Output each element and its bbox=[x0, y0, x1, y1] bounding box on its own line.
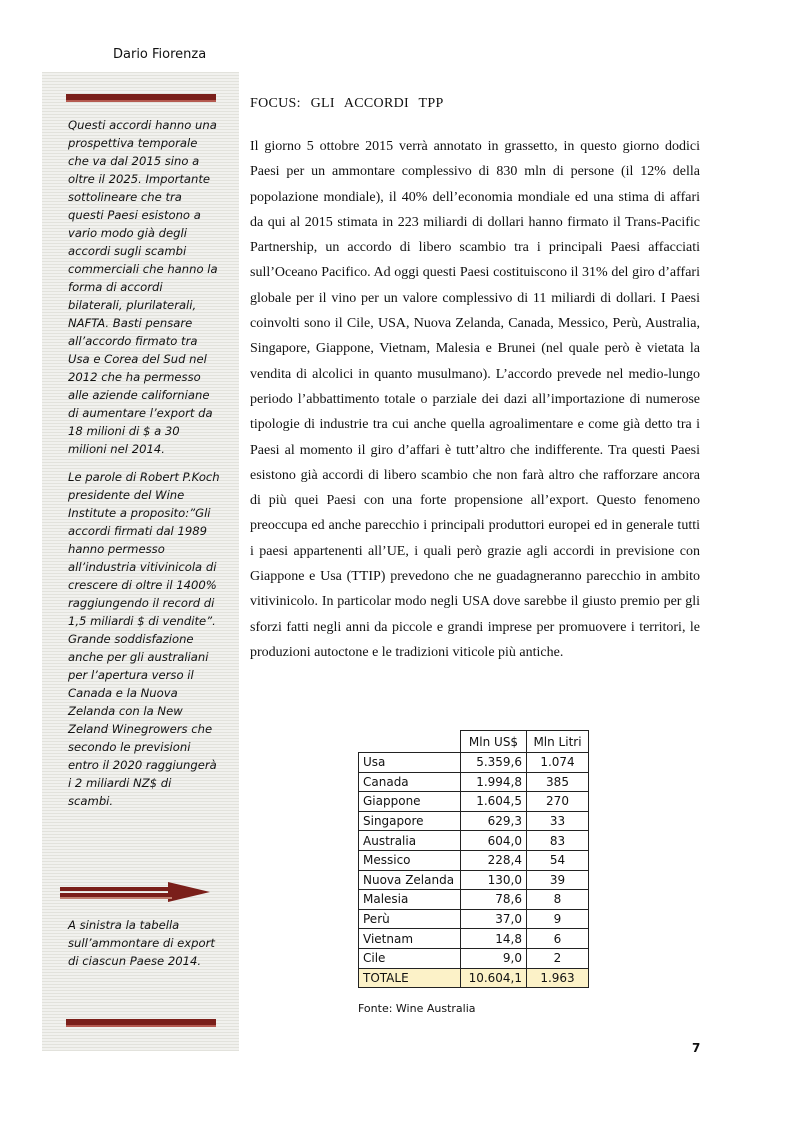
table-header-usd: Mln US$ bbox=[461, 731, 527, 753]
table-row bbox=[359, 890, 589, 910]
cell-usd: 1.604,5 bbox=[461, 792, 527, 812]
cell-litri: 2 bbox=[527, 948, 589, 968]
cell-country: Singapore bbox=[359, 811, 461, 831]
cell-litri: 270 bbox=[527, 792, 589, 812]
table-row bbox=[359, 850, 589, 870]
page-number: 7 bbox=[692, 1041, 701, 1055]
table-row bbox=[359, 948, 589, 968]
article-paragraph: Il giorno 5 ottobre 2015 verrà annotato in grassetto, in questo giorno dodici Paesi per un ammontare complessivo di 830 mln di persone (il 12% della popolazione mondiale), il 40% dell’economia mondiale ed una stima di affari da qui al 2015 stimata in 223 miliardi di dollari hanno firmato il Trans-Pacific Partnership, un accordo di libero scambio tra i principali Paesi affacciati sull’Oceano Pacifico. Ad oggi questi Paesi costituiscono il 31% del giro d’affari globale per il vino per un valore complessivo di 11 miliardi di dollari. I Paesi coinvolti sono il Cile, USA, Nuova Zelanda, Canada, Messico, Perù, Australia, Singapore, Giappone, Vietnam, Malesia e Brunei (nel quale però è vietata la vendita di alcolici in quanto musulmano). L’accordo prevede nel medio-lungo periodo l’abbattimento totale o parziale dei dazi all’importazione di numerose tipologie di industrie tra cui anche quella agroalimentare e come già detto tra i Paesi al momento il giro d’affari è tutt’altro che indifferente. Tra questi Paesi esistono già accordi di libero scambio che non farà altro che rafforzare ancora di più quei Paesi con una forte propensione all’export. Questo fenomeno preoccupa ed anche parecchio i principali produttori europei ed in generale tutti i paesi appartenenti all’UE, i quali però grazie agli accordi in previsione con Giappone e Usa (TTIP) prevedono che ne guadagneranno parecchio in ambito vitivinicolo. In particolar modo negli USA dove sarebbe il giusto premio per gli sforzi fatti negli anni da piccole e grandi imprese per promuovere i territori, le produzioni autoctone e le tradizioni viticole più antiche. bbox=[250, 139, 700, 660]
cell-country: Perù bbox=[359, 909, 461, 929]
cell-country: Cile bbox=[359, 948, 461, 968]
table-row bbox=[359, 870, 589, 890]
cell-usd: 1.994,8 bbox=[461, 772, 527, 792]
cell-total-label: TOTALE bbox=[359, 968, 461, 988]
cell-country: Malesia bbox=[359, 890, 461, 910]
table-row bbox=[359, 831, 589, 851]
table-row bbox=[359, 929, 589, 949]
table-header-row bbox=[359, 731, 589, 753]
table-row bbox=[359, 753, 589, 773]
cell-country: Messico bbox=[359, 850, 461, 870]
cell-country: Vietnam bbox=[359, 929, 461, 949]
cell-country: Canada bbox=[359, 772, 461, 792]
table-header-litri: Mln Litri bbox=[527, 731, 589, 753]
cell-litri: 83 bbox=[527, 831, 589, 851]
export-table bbox=[358, 730, 589, 988]
cell-usd: 5.359,6 bbox=[461, 753, 527, 773]
cell-litri: 385 bbox=[527, 772, 589, 792]
table-row bbox=[359, 811, 589, 831]
cell-usd: 130,0 bbox=[461, 870, 527, 890]
cell-litri: 1.074 bbox=[527, 753, 589, 773]
cell-litri: 8 bbox=[527, 890, 589, 910]
cell-country: Usa bbox=[359, 753, 461, 773]
table-header-country bbox=[359, 731, 461, 753]
sidebar-paragraph-1: Questi accordi hanno una prospettiva temporale che va dal 2015 sino a oltre il 2025. Importante sottolineare che tra questi Paesi esistono a vario modo già degli accordi sugli scambi commerciali che hanno la forma di accordi bilaterali, plurilaterali, NAFTA. Basti pensare all’accordo firmato tra Usa e Corea del Sud nel 2012 che ha permesso alle aziende californiane di aumentare l’export da 18 milioni di $ a 30 milioni nel 2014. bbox=[68, 118, 218, 456]
article-body bbox=[250, 134, 700, 665]
cell-total-litri: 1.963 bbox=[527, 968, 589, 988]
cell-litri: 33 bbox=[527, 811, 589, 831]
cell-country: Nuova Zelanda bbox=[359, 870, 461, 890]
table-source: Fonte: Wine Australia bbox=[358, 1002, 476, 1015]
cell-usd: 37,0 bbox=[461, 909, 527, 929]
cell-usd: 629,3 bbox=[461, 811, 527, 831]
author-name: Dario Fiorenza bbox=[113, 47, 207, 62]
sidebar-bottom-bar bbox=[66, 1019, 216, 1027]
cell-usd: 14,8 bbox=[461, 929, 527, 949]
cell-country: Giappone bbox=[359, 792, 461, 812]
cell-usd: 9,0 bbox=[461, 948, 527, 968]
cell-litri: 54 bbox=[527, 850, 589, 870]
cell-usd: 78,6 bbox=[461, 890, 527, 910]
table-row bbox=[359, 909, 589, 929]
cell-litri: 9 bbox=[527, 909, 589, 929]
sidebar-paragraph-2: Le parole di Robert P.Koch presidente del Wine Institute a proposito:”Gli accordi firmati dal 1989 hanno permesso all’industria vitivinicola di crescere di oltre il 1400% raggiungendo il record di 1,5 miliardi $ di vendite”. Grande soddisfazione anche per gli australiani per l’apertura verso il Canada e la Nuova Zelanda con la New Zeland Winegrowers che secondo le previsioni entro il 2020 raggiungerà i 2 miliardi NZ$ di scambi. bbox=[68, 470, 220, 808]
cell-total-usd: 10.604,1 bbox=[461, 968, 527, 988]
cell-country: Australia bbox=[359, 831, 461, 851]
focus-title: FOCUS: GLI ACCORDI TPP bbox=[250, 96, 444, 111]
table-row bbox=[359, 772, 589, 792]
cell-litri: 6 bbox=[527, 929, 589, 949]
sidebar-text bbox=[68, 116, 220, 810]
table-total-row bbox=[359, 968, 589, 988]
arrow-right-icon bbox=[60, 882, 212, 904]
cell-usd: 604,0 bbox=[461, 831, 527, 851]
table-row bbox=[359, 792, 589, 812]
sidebar-caption: A sinistra la tabella sull’ammontare di export di ciascun Paese 2014. bbox=[68, 918, 215, 968]
sidebar-top-bar bbox=[66, 94, 216, 102]
cell-usd: 228,4 bbox=[461, 850, 527, 870]
cell-litri: 39 bbox=[527, 870, 589, 890]
